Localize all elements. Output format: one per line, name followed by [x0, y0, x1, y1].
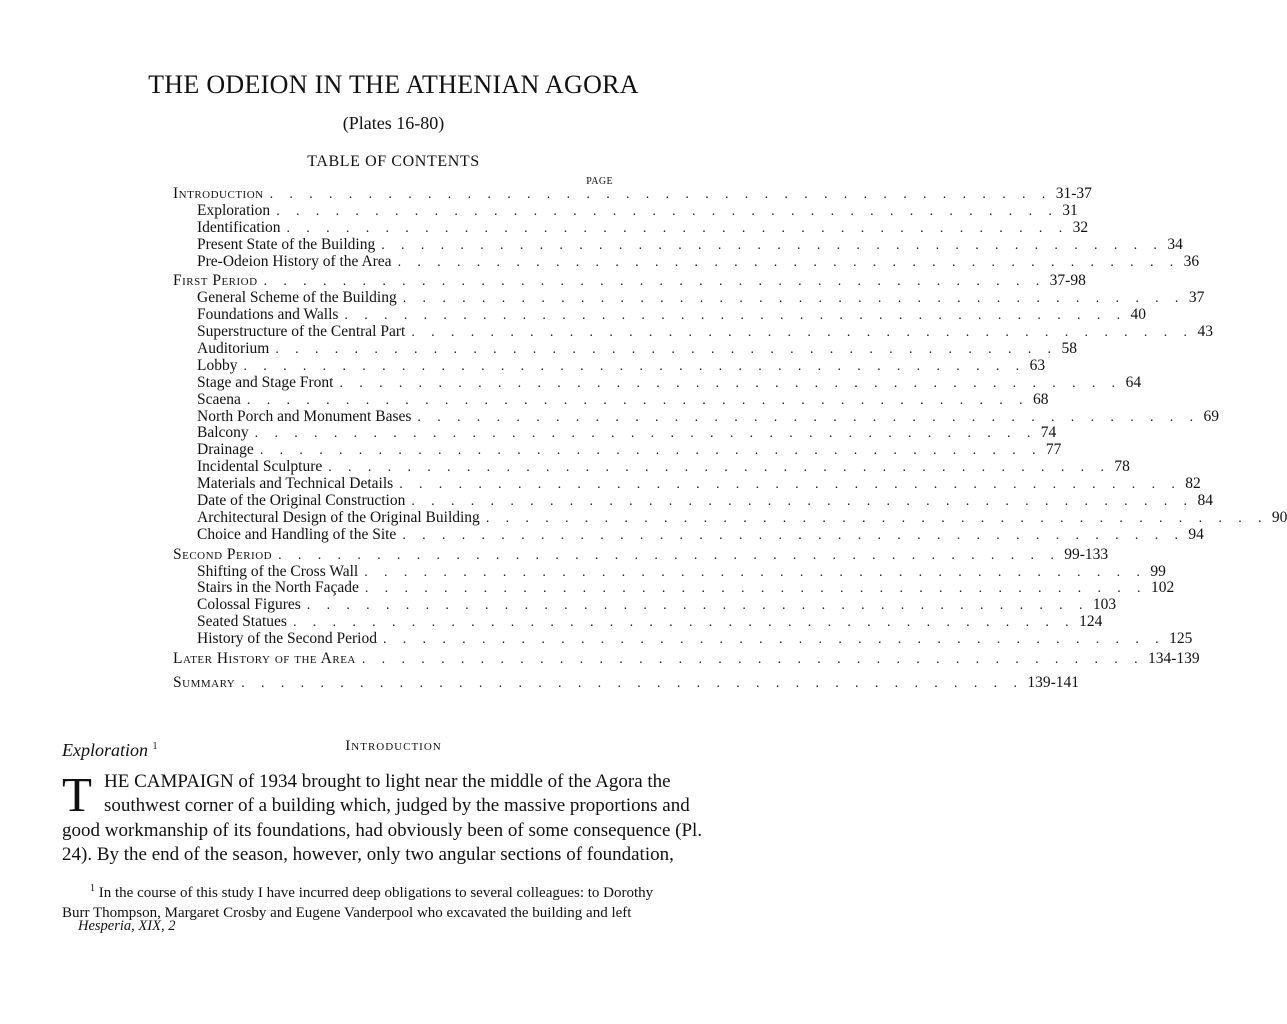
toc-entry-label: Choice and Handling of the Site [197, 525, 397, 543]
toc-leader-dots: . . . . . . . . . . . . . . . . . . . . . . . . . . . . . . . . . . . . . . . . [243, 358, 1026, 374]
toc-entry-page: 36 [1183, 252, 1200, 270]
toc-entry-page: 37-98 [1049, 272, 1086, 290]
footnote-number: 1 [90, 883, 95, 894]
toc-subsection-entry [173, 579, 1175, 597]
toc-entry-page: 31 [1062, 201, 1078, 219]
toc-section-entry [173, 673, 1080, 692]
toc-subsection-entry [173, 201, 1078, 220]
toc-leader-dots: . . . . . . . . . . . . . . . . . . . . . . . . . . . . . . . . . . . . . . . . [485, 510, 1268, 526]
toc-leader-dots: . . . . . . . . . . . . . . . . . . . . . . . . . . . . . . . . . . . . . . . . [381, 237, 1164, 253]
toc-entry-page: 77 [1045, 441, 1062, 459]
toc-leader-dots: . . . . . . . . . . . . . . . . . . . . . . . . . . . . . . . . . . . . . . . . [411, 325, 1194, 341]
toc-entry-label: Seated Statues [197, 613, 287, 631]
toc-subsection-entry [173, 424, 1057, 442]
toc-entry-label: First Period [173, 272, 258, 290]
toc-entry-page: 74 [1040, 424, 1057, 442]
toc-leader-dots: . . . . . . . . . . . . . . . . . . . . . . . . . . . . . . . . . . . . . . . . [263, 274, 1046, 290]
footnote [62, 879, 724, 923]
toc-leader-dots: . . . . . . . . . . . . . . . . . . . . . . . . . . . . . . . . . . . . . . . . [344, 308, 1127, 324]
toc-heading: TABLE OF CONTENTS [307, 153, 480, 170]
toc-entry-label: Introduction [173, 185, 264, 202]
document-title: THE ODEION IN THE ATHENIAN AGORA [148, 70, 639, 99]
toc-entry-label: Present State of the Building [197, 235, 376, 253]
toc-entry-page: 58 [1061, 340, 1077, 358]
toc-entry-page: 102 [1150, 579, 1175, 597]
toc-subsection-entry [173, 323, 1213, 341]
toc-leader-dots: . . . . . . . . . . . . . . . . . . . . . . . . . . . . . . . . . . . . . . . . [254, 426, 1037, 442]
toc-entry-label: Superstructure of the Central Part [197, 323, 406, 341]
toc-entry-label: Exploration [197, 201, 271, 219]
subsection-title: Exploration [62, 740, 148, 760]
table-of-contents [173, 185, 1287, 692]
toc-leader-dots: . . . . . . . . . . . . . . . . . . . . . . . . . . . . . . . . . . . . . . . . [275, 342, 1058, 358]
drop-cap: T [62, 767, 92, 822]
toc-entry-page: 139-141 [1027, 673, 1080, 691]
toc-entry-page: 37 [1188, 289, 1205, 307]
toc-entry-label: Incidental Sculpture [197, 458, 323, 476]
toc-entry-page: 64 [1125, 373, 1142, 391]
toc-leader-dots: . . . . . . . . . . . . . . . . . . . . . . . . . . . . . . . . . . . . . . . . [364, 564, 1147, 580]
toc-section-entry [173, 545, 1109, 564]
toc-leader-dots: . . . . . . . . . . . . . . . . . . . . . . . . . . . . . . . . . . . . . . . . [269, 187, 1052, 202]
toc-subsection-entry [173, 458, 1130, 476]
toc-leader-dots: . . . . . . . . . . . . . . . . . . . . . . . . . . . . . . . . . . . . . . . . [402, 527, 1185, 543]
toc-leader-dots: . . . . . . . . . . . . . . . . . . . . . . . . . . . . . . . . . . . . . . . . [417, 409, 1200, 425]
toc-leader-dots: . . . . . . . . . . . . . . . . . . . . . . . . . . . . . . . . . . . . . . . . [339, 375, 1122, 391]
toc-leader-dots: . . . . . . . . . . . . . . . . . . . . . . . . . . . . . . . . . . . . . . . . [397, 254, 1180, 270]
toc-entry-page: 84 [1197, 492, 1213, 510]
toc-leader-dots: . . . . . . . . . . . . . . . . . . . . . . . . . . . . . . . . . . . . . . . . [286, 220, 1069, 236]
toc-entry-page: 40 [1130, 306, 1147, 324]
toc-entry-page: 69 [1203, 407, 1219, 425]
toc-section-entry [173, 650, 1200, 668]
toc-subsection-entry [173, 613, 1103, 631]
toc-leader-dots: . . . . . . . . . . . . . . . . . . . . . . . . . . . . . . . . . . . . . . . . [278, 547, 1061, 563]
toc-leader-dots: . . . . . . . . . . . . . . . . . . . . . . . . . . . . . . . . . . . . . . . . [276, 203, 1059, 219]
toc-entry-page: 125 [1169, 630, 1193, 648]
toc-leader-dots: . . . . . . . . . . . . . . . . . . . . . . . . . . . . . . . . . . . . . . . . [399, 477, 1182, 493]
toc-leader-dots: . . . . . . . . . . . . . . . . . . . . . . . . . . . . . . . . . . . . . . . . [361, 652, 1144, 668]
toc-entry-page: 43 [1197, 323, 1213, 341]
toc-entry-page: 82 [1185, 475, 1201, 493]
toc-leader-dots: . . . . . . . . . . . . . . . . . . . . . . . . . . . . . . . . . . . . . . . . [241, 675, 1024, 691]
toc-entry-page: 99 [1150, 562, 1166, 580]
toc-subsection-entry [173, 235, 1183, 254]
toc-entry-page: 68 [1033, 390, 1049, 408]
footnote-marker: 1 [152, 741, 158, 752]
paragraph-line: HE CAMPAIGN of 1934 brought to light near the middle of the Agora the [104, 771, 671, 792]
toc-leader-dots: . . . . . . . . . . . . . . . . . . . . . . . . . . . . . . . . . . . . . . . . [246, 392, 1029, 408]
toc-entry-label: Colossal Figures [197, 596, 301, 614]
toc-entry-label: Scaena [197, 390, 241, 408]
toc-subsection-entry [173, 252, 1200, 271]
toc-entry-page: 99-133 [1064, 545, 1109, 563]
toc-entry-page: 90 [1271, 508, 1287, 526]
toc-entry-page: 34 [1167, 235, 1183, 253]
toc-leader-dots: . . . . . . . . . . . . . . . . . . . . . . . . . . . . . . . . . . . . . . . . [328, 460, 1111, 476]
toc-entry-label: Foundations and Walls [197, 306, 339, 324]
toc-entry-label: Architectural Design of the Original Building [197, 508, 480, 526]
toc-leader-dots: . . . . . . . . . . . . . . . . . . . . . . . . . . . . . . . . . . . . . . . . [364, 581, 1147, 597]
toc-leader-dots: . . . . . . . . . . . . . . . . . . . . . . . . . . . . . . . . . . . . . . . . [402, 291, 1185, 307]
toc-entry-label: Pre-Odeion History of the Area [197, 252, 392, 270]
journal-reference: Hesperia, XIX, 2 [78, 918, 176, 934]
toc-entry-page: 103 [1092, 596, 1117, 614]
toc-subsection-entry [173, 407, 1219, 426]
toc-entry-page: 32 [1072, 218, 1089, 236]
toc-subsection-entry [173, 475, 1201, 493]
toc-entry-label: Auditorium [197, 340, 270, 358]
toc-subsection-entry [173, 390, 1049, 409]
toc-entry-label: History of the Second Period [197, 630, 377, 648]
toc-leader-dots: . . . . . . . . . . . . . . . . . . . . . . . . . . . . . . . . . . . . . . . . [411, 494, 1194, 510]
toc-entry-label: Later History of the Area [173, 650, 356, 668]
toc-subsection-entry [173, 596, 1117, 614]
body-paragraph [62, 767, 724, 867]
toc-entry-page: 124 [1079, 613, 1103, 631]
toc-subsection-entry [173, 525, 1204, 544]
toc-entry-label: Stage and Stage Front [197, 373, 334, 391]
toc-subsection-entry [173, 630, 1193, 648]
toc-section-entry [173, 185, 1092, 203]
footnote-line [62, 879, 724, 904]
toc-subsection-entry [173, 373, 1142, 392]
plates-range: (Plates 16-80) [342, 113, 445, 133]
toc-subsection-entry [173, 508, 1287, 527]
toc-subsection-entry [173, 492, 1213, 510]
paragraph-line: southwest corner of a building which, judged by the massive proportions and [104, 795, 690, 817]
toc-entry-page: 63 [1029, 356, 1046, 374]
toc-entry-label: Shifting of the Cross Wall [197, 562, 359, 580]
toc-leader-dots: . . . . . . . . . . . . . . . . . . . . . . . . . . . . . . . . . . . . . . . . [259, 443, 1042, 459]
toc-subsection-entry [173, 562, 1166, 581]
toc-page-column-label: PAGE [586, 176, 613, 187]
toc-entry-page: 31-37 [1055, 185, 1092, 202]
toc-entry-label: Drainage [197, 441, 254, 459]
toc-entry-label: Second Period [173, 545, 273, 563]
toc-entry-label: Summary [173, 673, 236, 691]
toc-subsection-entry [173, 340, 1077, 358]
toc-entry-label: Identification [197, 218, 281, 236]
toc-entry-label: General Scheme of the Building [197, 289, 397, 307]
toc-subsection-entry [173, 306, 1147, 324]
toc-entry-page: 94 [1188, 525, 1204, 543]
toc-leader-dots: . . . . . . . . . . . . . . . . . . . . . . . . . . . . . . . . . . . . . . . . [292, 615, 1076, 631]
paragraph-line: good workmanship of its foundations, had obviously been of some consequence (Pl. [62, 819, 703, 841]
section-heading: Introduction [345, 738, 442, 754]
paragraph-line: 24). By the end of the season, however, only two angular sections of foundation, [62, 843, 674, 865]
toc-leader-dots: . . . . . . . . . . . . . . . . . . . . . . . . . . . . . . . . . . . . . . . . [382, 632, 1166, 648]
toc-subsection-entry [173, 218, 1089, 237]
toc-subsection-entry [173, 289, 1205, 307]
toc-entry-label: North Porch and Monument Bases [197, 407, 412, 425]
toc-section-entry [173, 272, 1086, 290]
toc-entry-label: Date of the Original Construction [197, 492, 406, 510]
toc-entry-page: 134-139 [1147, 650, 1200, 668]
toc-entry-label: Lobby [197, 356, 238, 374]
footnote-text: In the course of this study I have incurred deep obligations to several colleagues: to Dorothy [98, 885, 654, 901]
toc-entry-label: Balcony [197, 424, 249, 442]
toc-entry-page: 78 [1114, 458, 1130, 476]
toc-entry-label: Stairs in the North Façade [197, 579, 359, 597]
toc-entry-label: Materials and Technical Details [197, 475, 394, 493]
toc-subsection-entry [173, 356, 1046, 375]
footnote-line: Burr Thompson, Margaret Crosby and Eugene Vanderpool who excavated the building and left [62, 904, 632, 921]
toc-leader-dots: . . . . . . . . . . . . . . . . . . . . . . . . . . . . . . . . . . . . . . . . [306, 598, 1089, 614]
toc-subsection-entry [173, 441, 1062, 459]
